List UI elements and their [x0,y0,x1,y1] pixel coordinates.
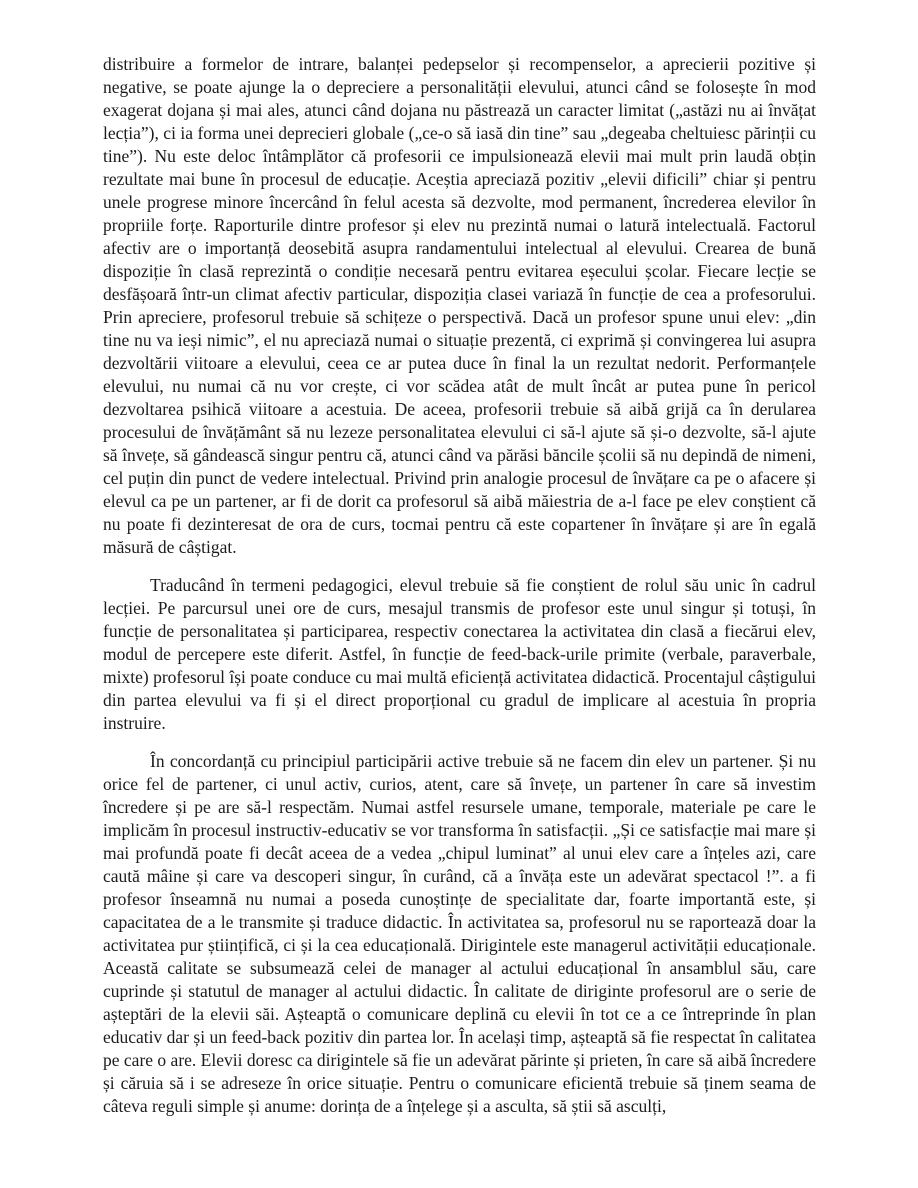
document-text-block [103,53,816,1118]
paragraph-pedagogic-terms: Traducând în termeni pedagogici, elevul trebuie să fie conștient de rolul său unic în cadrul lecției. Pe parcursul unei ore de curs, mesajul transmis de profesor este unul singur și totuși, în funcție de personalitatea și participarea, respectiv conectarea la activitatea din clasă a fiecărui elev, modul de percepere este diferit. Astfel, în funcție de feed-back-urile primite (verbale, paraverbale, mixte) profesorul își poate conduce cu mai multă eficiență activitatea didactică. Procentajul câștigului din partea elevului va fi și el direct proporțional cu gradul de implicare al acestuia în propria instruire. [103,575,816,733]
paragraph-continuation: distribuire a formelor de intrare, balanței pedepselor și recompenselor, a aprecierii pozitive și negative, se poate ajunge la o depreciere a personalității elevului, atunci când se folosește în mod exagerat dojana și mai ales, atunci când dojana nu păstrează un caracter limitat („astăzi nu ai învățat lecția”), ci ia forma unei deprecieri globale („ce-o să iasă din tine” sau „degeaba cheltuiesc părinții cu tine”). Nu este deloc întâmplător că profesorii ce impulsionează elevii mai mult prin laudă obțin rezultate mai bune în procesul de educație. Aceștia apreciază pozitiv „elevii dificili” chiar și pentru unele progrese minore încercând în felul acesta să dezvolte, mod permanent, încrederea elevilor în propriile forțe. Raporturile dintre profesor și elev nu prezintă numai o latură intelectuală. Factorul afectiv are o importanță deosebită asupra randamentului intelectual al elevului. Crearea de bună dispoziție în clasă reprezintă o condiție necesară pentru evitarea eșecului școlar. Fiecare lecție se desfășoară într-un climat afectiv particular, dispoziția clasei variază în funcție de cea a profesorului. Prin apreciere, profesorul trebuie să schițeze o perspectivă. Dacă un profesor spune unui elev: „din tine nu va ieși nimic”, el nu apreciază numai o situație prezentă, ci exprimă și convingerea lui asupra dezvoltării viitoare a elevului, ceea ce ar putea duce în final la un rezultat nedorit. Performanțele elevului, nu numai că nu vor crește, ci vor scădea atât de mult încât ar putea pune în pericol dezvoltarea psihică viitoare a acestuia. De aceea, profesorii trebuie să aibă grijă ca în derularea procesului de învățământ să nu lezeze personalitatea elevului ci să-l ajute să și-o dezvolte, să-l ajute să învețe, să gândească singur pentru că, atunci când va părăsi băncile școlii să nu depindă de nimeni, cel puțin din punct de vedere intelectual. Privind prin analogie procesul de învățare ca pe o afacere și elevul ca pe un partener, ar fi de dorit ca profesorul să aibă măiestria de a-l face pe elev conștient că nu poate fi dezinteresat de ora de curs, tocmai pentru că este copartener în învățare și are în egală măsură de câștigat. [103,54,816,557]
paragraph-active-participation: În concordanță cu principiul participării active trebuie să ne facem din elev un partener. Și nu orice fel de partener, ci unul activ, curios, atent, care să învețe, un partener în care să investim încredere și pe are să-l respectăm. Numai astfel resursele umane, temporale, materiale pe care le implicăm în procesul instructiv-educativ se vor transforma în satisfacții. „Și ce satisfacție mai mare și mai profundă poate fi decât aceea de a vedea „chipul luminat” al unui elev care a înțeles azi, care caută mâine și care va descoperi singur, în curând, că a învăța este un adevărat spectacol !”. a fi profesor înseamnă nu numai a poseda cunoștințe de specialitate dar, foarte importantă este, și capacitatea de a le transmite și traduce didactic. În activitatea sa, profesorul nu se raportează doar la activitatea pur științifică, ci și la cea educațională. Dirigintele este managerul activității educaționale. Această calitate se subsumează celei de manager al actului educațional în ansamblul său, care cuprinde și statutul de manager al actului didactic. În calitate de diriginte profesorul are o serie de așteptări de la elevii săi. Așteaptă o comunicare deplină cu elevii în tot ce a ce întreprinde în plan educativ dar și un feed-back pozitiv din partea lor. În același timp, așteaptă să fie respectat în calitatea pe care o are. Elevii doresc ca dirigintele să fie un adevărat părinte și prieten, în care să aibă încredere și căruia să i se adreseze în orice situație. Pentru o comunicare eficientă trebuie să ținem seama de câteva reguli simple și anume: dorința de a înțelege și a asculta, să știi să asculți, [103,751,816,1116]
